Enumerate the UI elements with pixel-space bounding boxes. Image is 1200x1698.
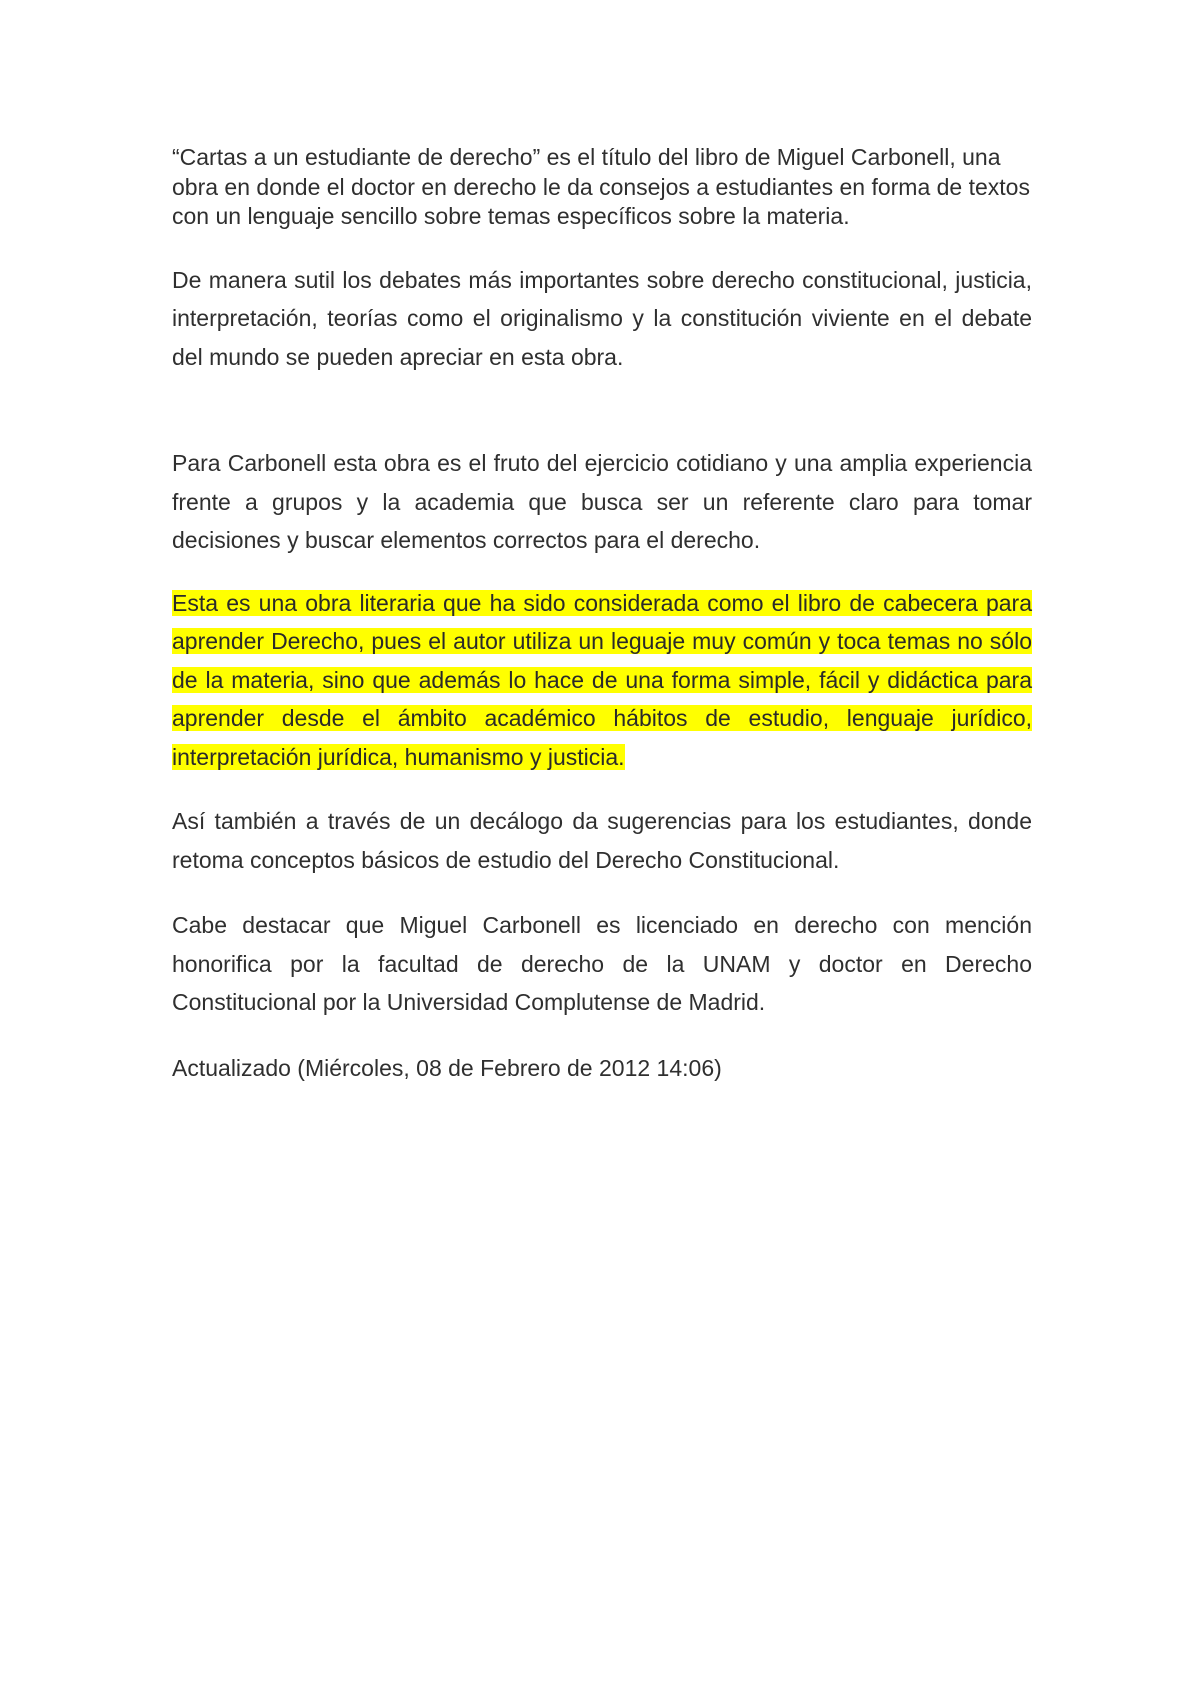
updated-timestamp: Actualizado (Miércoles, 08 de Febrero de 2012 14:06) bbox=[172, 1054, 722, 1081]
paragraph-intro: “Cartas a un estudiante de derecho” es el título del libro de Miguel Carbonell, una obra en donde el doctor en derecho le da consejos a estudiantes en forma de textos con un lenguaje sencillo sobre temas específicos sobre la materia. bbox=[172, 144, 1030, 229]
paragraph-debates: De manera sutil los debates más importantes sobre derecho constitucional, justicia, interpretación, teorías como el originalismo y la constitución viviente en el debate del mundo se pueden apreciar en esta obra. bbox=[172, 266, 1032, 370]
paragraph-highlighted bbox=[172, 584, 1032, 777]
document-body bbox=[172, 143, 1032, 1087]
paragraph-author-credentials: Cabe destacar que Miguel Carbonell es licenciado en derecho con mención honorifica por la facultad de derecho de la UNAM y doctor en Derecho Constitucional por la Universidad Complutense de Madrid. bbox=[172, 912, 1032, 1015]
paragraph-carbonell-fruit: Para Carbonell esta obra es el fruto del ejercicio cotidiano y una amplia experiencia frente a grupos y la academia que busca ser un referente claro para tomar decisiones y buscar elementos correctos para el derecho. bbox=[172, 450, 1032, 553]
highlighted-text: Esta es una obra literaria que ha sido considerada como el libro de cabecera para aprender Derecho, pues el autor utiliza un leguaje muy común y toca temas no sólo de la materia, sino que además lo hace de una forma simple, fácil y didáctica para aprender desde el ámbito académico hábitos de estudio, lenguaje jurídico, interpretación jurídica, humanismo y justicia. bbox=[172, 589, 1032, 770]
paragraph-decalogue: Así también a través de un decálogo da sugerencias para los estudiantes, donde retoma conceptos básicos de estudio del Derecho Constitucional. bbox=[172, 808, 1032, 873]
